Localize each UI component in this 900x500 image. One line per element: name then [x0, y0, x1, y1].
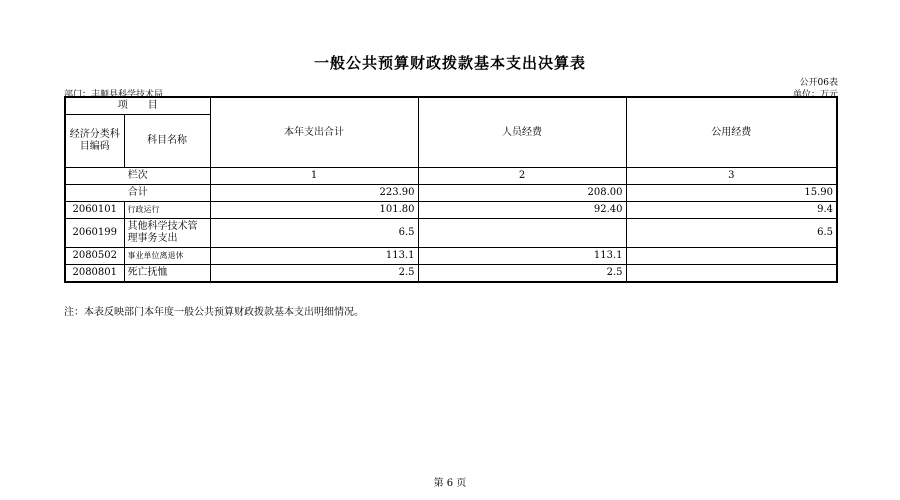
header-econ-code: 经济分类科目编码 — [65, 115, 124, 168]
row-code: 2060101 — [65, 202, 124, 219]
header-personnel: 人员经费 — [418, 97, 626, 168]
row-personnel: 2.5 — [418, 265, 626, 283]
row-code: 2080801 — [65, 265, 124, 283]
department-label: 部门：丰顺县科学技术局 — [64, 90, 164, 100]
expenditure-table — [64, 96, 838, 283]
row-public: 9.4 — [626, 202, 837, 219]
row-personnel: 113.1 — [418, 248, 626, 265]
header-item: 项 目 — [65, 97, 210, 115]
row-name: 其他科学技术管理事务支出 — [124, 219, 210, 248]
row-code: 2080502 — [65, 248, 124, 265]
row-public: 6.5 — [626, 219, 837, 248]
header-total: 本年支出合计 — [210, 97, 418, 168]
header-public: 公用经费 — [626, 97, 837, 168]
summary-row — [65, 185, 837, 202]
table-row — [65, 219, 837, 248]
form-code: 公开06表 — [799, 78, 838, 88]
summary-public: 15.90 — [626, 185, 837, 202]
col-number-2: 2 — [418, 168, 626, 185]
page-number: 第 6 页 — [433, 478, 467, 489]
row-total: 2.5 — [210, 265, 418, 283]
row-personnel: 92.40 — [418, 202, 626, 219]
unit-label: 单位：万元 — [792, 90, 838, 100]
table-row — [65, 248, 837, 265]
row-public — [626, 248, 837, 265]
summary-personnel: 208.00 — [418, 185, 626, 202]
row-total: 113.1 — [210, 248, 418, 265]
row-name: 事业单位离退休 — [124, 248, 210, 265]
summary-label: 合计 — [65, 185, 210, 202]
header-subject-name: 科目名称 — [124, 115, 210, 168]
header-row-item — [65, 97, 837, 115]
col-number-3: 3 — [626, 168, 837, 185]
table-row — [65, 265, 837, 283]
col-number-1: 1 — [210, 168, 418, 185]
row-public — [626, 265, 837, 283]
row-label: 栏次 — [65, 168, 210, 185]
table-row — [65, 202, 837, 219]
row-name: 死亡抚恤 — [124, 265, 210, 283]
report-title: 一般公共预算财政拨款基本支出决算表 — [313, 54, 586, 72]
row-personnel — [418, 219, 626, 248]
footnote: 注：本表反映部门本年度一般公共预算财政拨款基本支出明细情况。 — [64, 307, 364, 318]
row-total: 101.80 — [210, 202, 418, 219]
column-number-row — [65, 168, 837, 185]
row-code: 2060199 — [65, 219, 124, 248]
summary-total: 223.90 — [210, 185, 418, 202]
row-total: 6.5 — [210, 219, 418, 248]
row-name: 行政运行 — [124, 202, 210, 219]
